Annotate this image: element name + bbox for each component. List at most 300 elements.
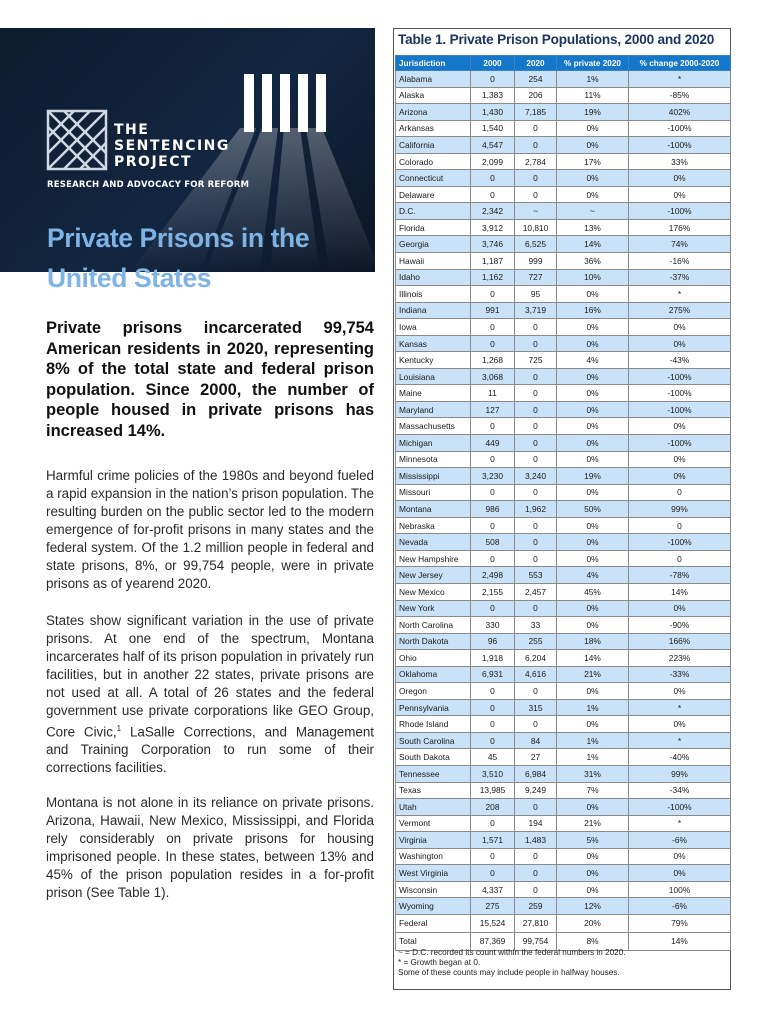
cell-percent-private: 17% [557,153,629,170]
cell-2020: 255 [515,633,557,650]
cell-percent-change: -100% [629,368,731,385]
cell-percent-private: 0% [557,319,629,336]
cell-jurisdiction: New Hampshire [396,550,471,567]
cell-percent-private: 0% [557,600,629,617]
cell-percent-private: 1% [557,699,629,716]
cell-percent-change: 275% [629,302,731,319]
cell-2020: 725 [515,352,557,369]
cell-2000: 3,068 [471,368,515,385]
cell-percent-change: 0% [629,600,731,617]
cell-2020: 1,962 [515,501,557,518]
cell-jurisdiction: Mississippi [396,468,471,485]
cell-jurisdiction: Total [396,932,471,950]
table-row [396,865,731,882]
cell-jurisdiction: Massachusetts [396,418,471,435]
cell-2020: 206 [515,87,557,104]
cell-percent-change: 0% [629,418,731,435]
cell-2000: 208 [471,799,515,816]
cell-2020: 4,616 [515,666,557,683]
cell-2000: 0 [471,848,515,865]
table-row [396,749,731,766]
cell-2020: 0 [515,368,557,385]
cell-2020: 33 [515,617,557,634]
table-row [396,799,731,816]
cell-percent-private: 0% [557,517,629,534]
cell-2020: 7,185 [515,104,557,121]
table-row [396,286,731,303]
table-row [396,832,731,849]
cell-percent-private: 21% [557,666,629,683]
body-paragraph-2 [46,612,374,777]
cell-jurisdiction: Arizona [396,104,471,121]
cell-jurisdiction: Idaho [396,269,471,286]
cell-2000: 0 [471,418,515,435]
table-row [396,71,731,88]
cell-percent-change: -100% [629,534,731,551]
table-row [396,319,731,336]
table-row [396,104,731,121]
cell-jurisdiction: Michigan [396,435,471,452]
cell-jurisdiction: Hawaii [396,253,471,270]
body-paragraph-2-part-a: States show significant variation in the use of private prisons. At one end of the spectrum, Montana incarcerates half of its prison population in privately run facilities, but in another 22 states, private prisons are not used at all. A total of 26 states and the federal government use private corporations like GEO Group, Core Civic, [46,613,374,740]
org-name [114,122,230,170]
cell-jurisdiction: Tennessee [396,765,471,782]
cell-2020: 0 [515,137,557,154]
cell-2000: 2,498 [471,567,515,584]
cell-percent-change: 0% [629,451,731,468]
cell-percent-private: 31% [557,765,629,782]
cell-percent-private: 7% [557,782,629,799]
cell-percent-change: 99% [629,501,731,518]
table-row [396,170,731,187]
table-notes [398,948,626,978]
cell-percent-change: 99% [629,765,731,782]
cell-percent-change: 74% [629,236,731,253]
cell-percent-private: 16% [557,302,629,319]
cell-2000: 87,369 [471,932,515,950]
table-row [396,765,731,782]
cell-2000: 1,571 [471,832,515,849]
cell-percent-private: 36% [557,253,629,270]
cell-2000: 4,337 [471,881,515,898]
cell-percent-change: -85% [629,87,731,104]
cell-2020: 0 [515,186,557,203]
cell-percent-private: 0% [557,286,629,303]
table-row [396,583,731,600]
cell-jurisdiction: Ohio [396,650,471,667]
cell-2000: 0 [471,699,515,716]
cell-jurisdiction: Kansas [396,335,471,352]
cell-percent-private: 1% [557,749,629,766]
cell-jurisdiction: Washington [396,848,471,865]
private-prison-table-panel [393,28,731,990]
cell-2000: 45 [471,749,515,766]
cell-2020: 2,784 [515,153,557,170]
column-header-jurisdiction: Jurisdiction [396,56,471,71]
table-row [396,716,731,733]
cell-percent-private: 21% [557,815,629,832]
cell-2000: 0 [471,732,515,749]
cell-jurisdiction: Wisconsin [396,881,471,898]
cell-jurisdiction: Illinois [396,286,471,303]
cell-jurisdiction: Oregon [396,683,471,700]
cell-jurisdiction: Maine [396,385,471,402]
cell-percent-change: -100% [629,385,731,402]
cell-2000: 1,383 [471,87,515,104]
cell-percent-private: 0% [557,716,629,733]
cell-jurisdiction: Florida [396,219,471,236]
cell-2000: 3,230 [471,468,515,485]
cell-jurisdiction: Montana [396,501,471,518]
cell-percent-change: -16% [629,253,731,270]
header-banner [0,28,375,293]
cell-2020: 0 [515,484,557,501]
cell-2020: 254 [515,71,557,88]
cell-2020: 0 [515,716,557,733]
cell-2000: 991 [471,302,515,319]
cell-2020: 553 [515,567,557,584]
cell-2000: 275 [471,898,515,915]
cell-2000: 0 [471,319,515,336]
cell-2000: 3,912 [471,219,515,236]
cell-percent-private: 1% [557,71,629,88]
cell-2000: 1,162 [471,269,515,286]
cell-jurisdiction: North Dakota [396,633,471,650]
cell-2000: 1,268 [471,352,515,369]
cell-percent-change: 0 [629,484,731,501]
table-row [396,633,731,650]
cell-jurisdiction: Rhode Island [396,716,471,733]
cell-2020: 0 [515,550,557,567]
cell-percent-change: -6% [629,832,731,849]
cell-jurisdiction: Missouri [396,484,471,501]
cell-2000: 986 [471,501,515,518]
cell-jurisdiction: Federal [396,914,471,932]
cell-2020: 0 [515,170,557,187]
cell-percent-change: -100% [629,401,731,418]
cell-percent-change: 0 [629,517,731,534]
cell-2000: 127 [471,401,515,418]
cell-percent-private: 0% [557,550,629,567]
cell-percent-change: 0% [629,335,731,352]
cell-jurisdiction: Wyoming [396,898,471,915]
cell-jurisdiction: Iowa [396,319,471,336]
cell-percent-change: -100% [629,203,731,220]
table-title: Table 1. Private Prison Populations, 2000 and 2020 [398,32,715,47]
cell-percent-private: 12% [557,898,629,915]
cell-percent-private: 4% [557,567,629,584]
cell-jurisdiction: Maryland [396,401,471,418]
cell-2000: 3,746 [471,236,515,253]
cell-2020: 0 [515,385,557,402]
cell-percent-change: 0 [629,550,731,567]
table-row [396,898,731,915]
cell-2000: 330 [471,617,515,634]
table-note-1: ~ = D.C. recorded its count within the federal numbers in 2020. [398,948,626,957]
cell-2020: 0 [515,120,557,137]
cell-jurisdiction: Connecticut [396,170,471,187]
cell-2000: 0 [471,716,515,733]
table-row [396,451,731,468]
cell-percent-change: -40% [629,749,731,766]
cell-2020: 3,240 [515,468,557,485]
cell-2020: 0 [515,401,557,418]
cell-2020: 6,525 [515,236,557,253]
cell-percent-private: 0% [557,418,629,435]
cell-jurisdiction: South Carolina [396,732,471,749]
cell-percent-change: 166% [629,633,731,650]
cell-2000: 96 [471,633,515,650]
cell-2020: 0 [515,534,557,551]
table-row [396,302,731,319]
cell-percent-change: * [629,732,731,749]
cell-2020: 315 [515,699,557,716]
table-row [396,666,731,683]
cell-percent-private: 0% [557,137,629,154]
cell-percent-private: 0% [557,120,629,137]
cell-percent-private: 1% [557,732,629,749]
cell-jurisdiction: Louisiana [396,368,471,385]
cell-jurisdiction: New Jersey [396,567,471,584]
cell-percent-private: 0% [557,799,629,816]
cell-jurisdiction: California [396,137,471,154]
cell-percent-change: 223% [629,650,731,667]
table-row [396,617,731,634]
cell-percent-change: 0% [629,170,731,187]
table-row [396,269,731,286]
table-note-3: Some of these counts may include people in halfway houses. [398,968,620,977]
cell-2020: 1,483 [515,832,557,849]
cell-jurisdiction: Alabama [396,71,471,88]
cell-percent-change: -100% [629,137,731,154]
cell-percent-private: 14% [557,236,629,253]
cell-percent-change: 0% [629,848,731,865]
cell-percent-private: 45% [557,583,629,600]
cell-jurisdiction: Utah [396,799,471,816]
table-note-2: * = Growth began at 0. [398,958,481,967]
cell-2000: 0 [471,335,515,352]
cell-2020: 0 [515,517,557,534]
table-row [396,236,731,253]
org-tagline: RESEARCH AND ADVOCACY FOR REFORM [47,180,250,190]
table-row [396,550,731,567]
table-row [396,153,731,170]
cell-2000: 2,342 [471,203,515,220]
footnote-ref[interactable]: 1 [116,724,122,733]
cell-percent-private: 19% [557,468,629,485]
table-row [396,650,731,667]
cell-jurisdiction: Pennsylvania [396,699,471,716]
cell-2020: 99,754 [515,932,557,950]
column-header-percent-change: % change 2000-2020 [629,56,731,71]
cell-2020: 84 [515,732,557,749]
cell-2000: 4,547 [471,137,515,154]
cell-percent-private: 0% [557,484,629,501]
cell-jurisdiction: Texas [396,782,471,799]
cell-2020: ~ [515,203,557,220]
cell-2000: 0 [471,186,515,203]
cell-jurisdiction: Georgia [396,236,471,253]
table-row [396,848,731,865]
org-name-line-1: THE [114,122,150,138]
table-row [396,186,731,203]
table-row [396,435,731,452]
cell-2000: 13,985 [471,782,515,799]
cell-percent-private: 10% [557,269,629,286]
sentencing-project-logo-icon [46,109,108,171]
body-paragraph-3: Montana is not alone in its reliance on private prisons. Arizona, Hawaii, New Mexico, Mississippi, and Florida rely considerably on private prisons for housing imprisoned people. In these states, between 13% and 45% of the prison population resides in a for-profit prison (See Table 1). [46,795,374,900]
cell-percent-change: 0% [629,319,731,336]
cell-2020: 999 [515,253,557,270]
cell-2020: 27,810 [515,914,557,932]
cell-2020: 27 [515,749,557,766]
cell-percent-change: -37% [629,269,731,286]
cell-percent-change: -90% [629,617,731,634]
cell-2020: 0 [515,683,557,700]
cell-percent-change: -33% [629,666,731,683]
cell-2020: 0 [515,319,557,336]
cell-percent-change: * [629,815,731,832]
cell-percent-private: 0% [557,865,629,882]
cell-2020: 0 [515,418,557,435]
cell-jurisdiction: Virginia [396,832,471,849]
cell-2000: 3,510 [471,765,515,782]
private-prison-table [395,55,731,951]
cell-2000: 0 [471,683,515,700]
cell-2020: 259 [515,898,557,915]
cell-2000: 0 [471,865,515,882]
cell-2020: 194 [515,815,557,832]
cell-jurisdiction: Delaware [396,186,471,203]
document-title-line-1: Private Prisons in the [47,223,310,253]
cell-jurisdiction: Minnesota [396,451,471,468]
cell-percent-change: -43% [629,352,731,369]
cell-percent-private: 50% [557,501,629,518]
cell-2000: 1,187 [471,253,515,270]
cell-percent-change: -78% [629,567,731,584]
column-header-2020: 2020 [515,56,557,71]
cell-percent-change: 0% [629,683,731,700]
cell-2000: 0 [471,451,515,468]
cell-jurisdiction: South Dakota [396,749,471,766]
body-paragraph-1: Harmful crime policies of the 1980s and beyond fueled a rapid expansion in the nation’s prison population. The resulting burden on the public sector led to the modern emergence of for-profit prisons in many states and the federal system. Of the 1.2 million people in federal and state prisons, 8%, or 99,754 people, were in private prisons as of yearend 2020. [46,468,374,591]
table-row [396,815,731,832]
cell-jurisdiction: Alaska [396,87,471,104]
column-header-percent-private: % private 2020 [557,56,629,71]
cell-percent-private: 0% [557,435,629,452]
table-row [396,203,731,220]
cell-percent-change: 0% [629,186,731,203]
cell-2020: 95 [515,286,557,303]
cell-2000: 0 [471,484,515,501]
document-title-line-2: United States [47,263,212,293]
cell-percent-change: -100% [629,799,731,816]
table-row [396,683,731,700]
cell-2000: 0 [471,71,515,88]
cell-percent-change: 402% [629,104,731,121]
cell-percent-private: 0% [557,335,629,352]
table-row [396,534,731,551]
cell-percent-change: 33% [629,153,731,170]
table-row [396,120,731,137]
cell-2020: 0 [515,335,557,352]
cell-2020: 0 [515,865,557,882]
cell-percent-change: 0% [629,468,731,485]
table-row [396,219,731,236]
cell-percent-private: 5% [557,832,629,849]
cell-percent-change: -34% [629,782,731,799]
cell-percent-private: 0% [557,881,629,898]
table-row [396,352,731,369]
cell-percent-change: * [629,71,731,88]
lead-paragraph: Private prisons incarcerated 99,754 American residents in 2020, representing 8% of the total state and federal prison population. Since 2000, the number of people housed in private prisons has increased 14%. [46,319,374,440]
cell-2000: 0 [471,815,515,832]
cell-jurisdiction: Nebraska [396,517,471,534]
cell-jurisdiction: New Mexico [396,583,471,600]
cell-percent-private: 18% [557,633,629,650]
cell-2020: 9,249 [515,782,557,799]
table-row [396,517,731,534]
cell-2000: 2,099 [471,153,515,170]
cell-2020: 0 [515,600,557,617]
cell-2000: 6,931 [471,666,515,683]
cell-2000: 0 [471,550,515,567]
cell-percent-change: -100% [629,435,731,452]
cell-2000: 449 [471,435,515,452]
cell-percent-private: 0% [557,617,629,634]
cell-percent-private: 4% [557,352,629,369]
cell-percent-private: ~ [557,203,629,220]
cell-percent-private: 0% [557,385,629,402]
cell-2020: 6,204 [515,650,557,667]
cell-percent-change: 14% [629,583,731,600]
cell-percent-private: 8% [557,932,629,950]
cell-jurisdiction: Vermont [396,815,471,832]
cell-2000: 1,540 [471,120,515,137]
cell-2020: 0 [515,451,557,468]
cell-2020: 10,810 [515,219,557,236]
cell-jurisdiction: New York [396,600,471,617]
cell-percent-private: 13% [557,219,629,236]
body-paragraph-2-part-b: LaSalle Corrections, and Management and Training Corporation to run some of their corrections facilities. [46,724,374,776]
cell-percent-private: 0% [557,186,629,203]
cell-2000: 15,524 [471,914,515,932]
cell-2000: 0 [471,286,515,303]
cell-percent-change: 100% [629,881,731,898]
cell-percent-private: 0% [557,534,629,551]
cell-2020: 0 [515,435,557,452]
cell-2000: 0 [471,600,515,617]
cell-2000: 0 [471,170,515,187]
table-row [396,501,731,518]
cell-2020: 2,457 [515,583,557,600]
cell-percent-private: 14% [557,650,629,667]
cell-percent-change: * [629,286,731,303]
table-row [396,253,731,270]
cell-jurisdiction: Indiana [396,302,471,319]
cell-2020: 0 [515,848,557,865]
cell-percent-change: 14% [629,932,731,950]
cell-jurisdiction: Colorado [396,153,471,170]
cell-2000: 0 [471,517,515,534]
cell-percent-change: -100% [629,120,731,137]
cell-jurisdiction: Arkansas [396,120,471,137]
cell-2000: 508 [471,534,515,551]
table-row [396,600,731,617]
cell-percent-change: 79% [629,914,731,932]
cell-2020: 0 [515,881,557,898]
table-row [396,699,731,716]
